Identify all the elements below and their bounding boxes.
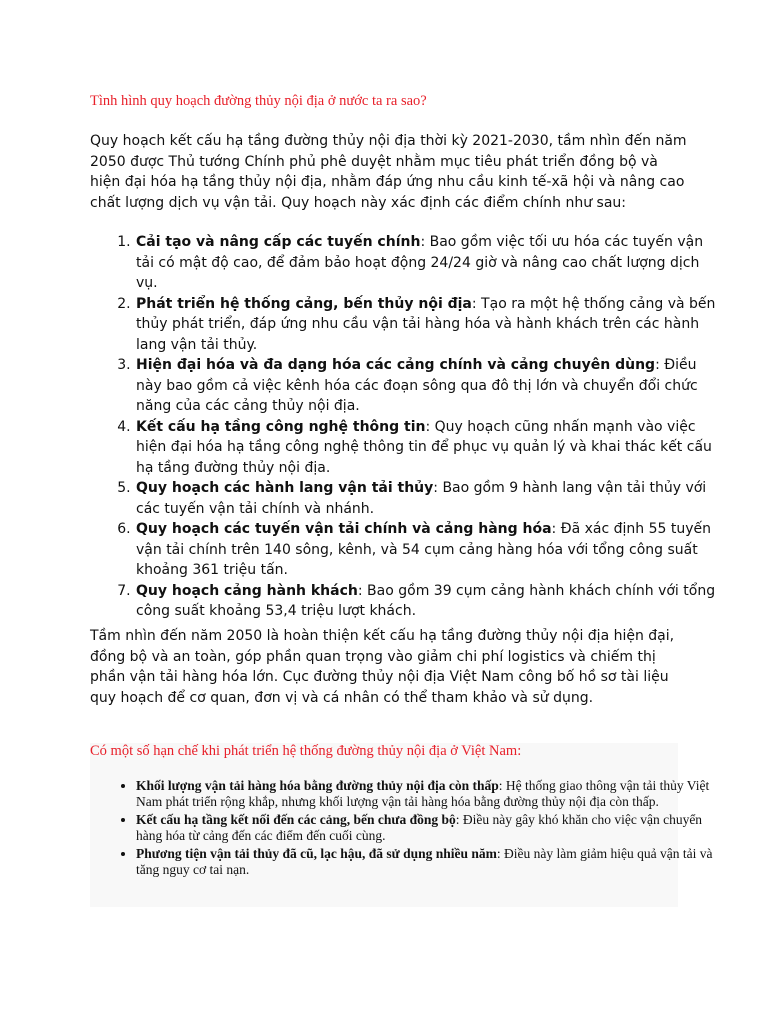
list-item-title: Khối lượng vận tải hàng hóa bằng đường thủy nội địa còn thấp	[136, 778, 499, 793]
list-item-text: : Điều này bao gồm cả việc kênh hóa các đoạn sông qua đô thị lớn và chuyển đổi chức năng của các cảng thủy nội địa.	[136, 357, 698, 414]
list-item-text: : Quy hoạch cũng nhấn mạnh vào việc hiện đại hóa hạ tầng công nghệ thông tin để phục vụ quản lý và khai thác kết cấu hạ tầng đường thủy nội địa.	[136, 418, 712, 476]
intro-paragraph: Quy hoạch kết cấu hạ tầng đường thủy nội địa thời kỳ 2021-2030, tầm nhìn đến năm 2050 được Thủ tướng Chính phủ phê duyệt nhằm mục tiêu phát triển đồng bộ và hiện đại hóa hạ tầng thủy nội địa, nhằm đáp ứng nhu cầu kinh tế-xã hội và nâng cao chất lượng dịch vụ vận tải. Quy hoạch này xác định các điểm chính như sau:	[90, 133, 687, 211]
list-item-text: : Bao gồm 9 hành lang vận tải thủy với các tuyến vận tải chính và nhánh.	[136, 480, 707, 517]
limitations-section	[90, 743, 713, 907]
list-item	[135, 355, 725, 417]
list-item-title: Kết cấu hạ tầng kết nối đến các cảng, bến chưa đồng bộ	[136, 812, 456, 827]
list-item	[136, 778, 721, 810]
list-item	[135, 581, 725, 622]
list-item-title: Cải tạo và nâng cấp các tuyến chính	[136, 234, 421, 250]
list-item	[135, 417, 725, 479]
list-item-title: Quy hoạch các tuyến vận tải chính và cảng hàng hóa	[136, 521, 552, 537]
list-item-title: Hiện đại hóa và đa dạng hóa các cảng chính và cảng chuyên dùng	[136, 357, 656, 373]
list-item-text: : Hệ thống giao thông vận tải thủy Việt Nam phát triển rộng khắp, nhưng khối lượng vận tải hàng hóa bằng đường thủy nội địa còn thấp.	[136, 778, 710, 809]
section-heading-limitations: Có một số hạn chế khi phát triển hệ thống đường thủy nội địa ở Việt Nam:	[90, 743, 522, 759]
list-item	[135, 519, 725, 581]
list-item-text: : Bao gồm việc tối ưu hóa các tuyến vận tải có mật độ cao, để đảm bảo hoạt động 24/24 giờ và nâng cao chất lượng dịch vụ.	[136, 234, 704, 291]
list-item-title: Kết cấu hạ tầng công nghệ thông tin	[136, 418, 426, 435]
list-item-text: : Điều này làm giảm hiệu quả vận tải và tăng nguy cơ tai nạn.	[136, 846, 713, 877]
list-item-text: : Đã xác định 55 tuyến vận tải chính trên 140 sông, kênh, và 54 cụm cảng hàng hóa với tổng công suất khoảng 361 triệu tấn.	[136, 521, 711, 578]
list-item-title: Quy hoạch cảng hành khách	[136, 582, 358, 599]
limitations-list	[90, 778, 721, 880]
list-item-title: Phát triển hệ thống cảng, bến thủy nội địa	[136, 295, 472, 312]
plan-list	[90, 232, 725, 622]
list-item	[135, 478, 725, 519]
list-item	[135, 232, 725, 294]
list-item-title: Phương tiện vận tải thủy đã cũ, lạc hậu, đã sử dụng nhiều năm	[136, 846, 497, 861]
list-item	[135, 294, 725, 356]
vision-paragraph: Tầm nhìn đến năm 2050 là hoàn thiện kết cấu hạ tầng đường thủy nội địa hiện đại, đồng bộ và an toàn, góp phần quan trọng vào giảm chi phí logistics và chiếm thị phần vận tải hàng hóa lớn. Cục đường thủy nội địa Việt Nam công bố hồ sơ tài liệu quy hoạch để cơ quan, đơn vị và cá nhân có thể tham khảo và sử dụng.	[90, 628, 675, 706]
section-heading-planning: Tình hình quy hoạch đường thủy nội địa ở nước ta ra sao?	[90, 93, 427, 109]
list-item-text: : Bao gồm 39 cụm cảng hành khách chính với tổng công suất khoảng 53,4 triệu lượt khách.	[136, 582, 716, 619]
list-item-text: : Điều này gây khó khăn cho việc vận chuyển hàng hóa từ cảng đến các điểm đến cuối cùng.	[136, 812, 703, 843]
list-item	[136, 812, 721, 844]
list-item-text: : Tạo ra một hệ thống cảng và bến thủy phát triển, đáp ứng nhu cầu vận tải hàng hóa và hành khách trên các hành lang vận tải thủy.	[136, 295, 716, 353]
list-item	[136, 846, 721, 878]
list-item-title: Quy hoạch các hành lang vận tải thủy	[136, 480, 434, 496]
